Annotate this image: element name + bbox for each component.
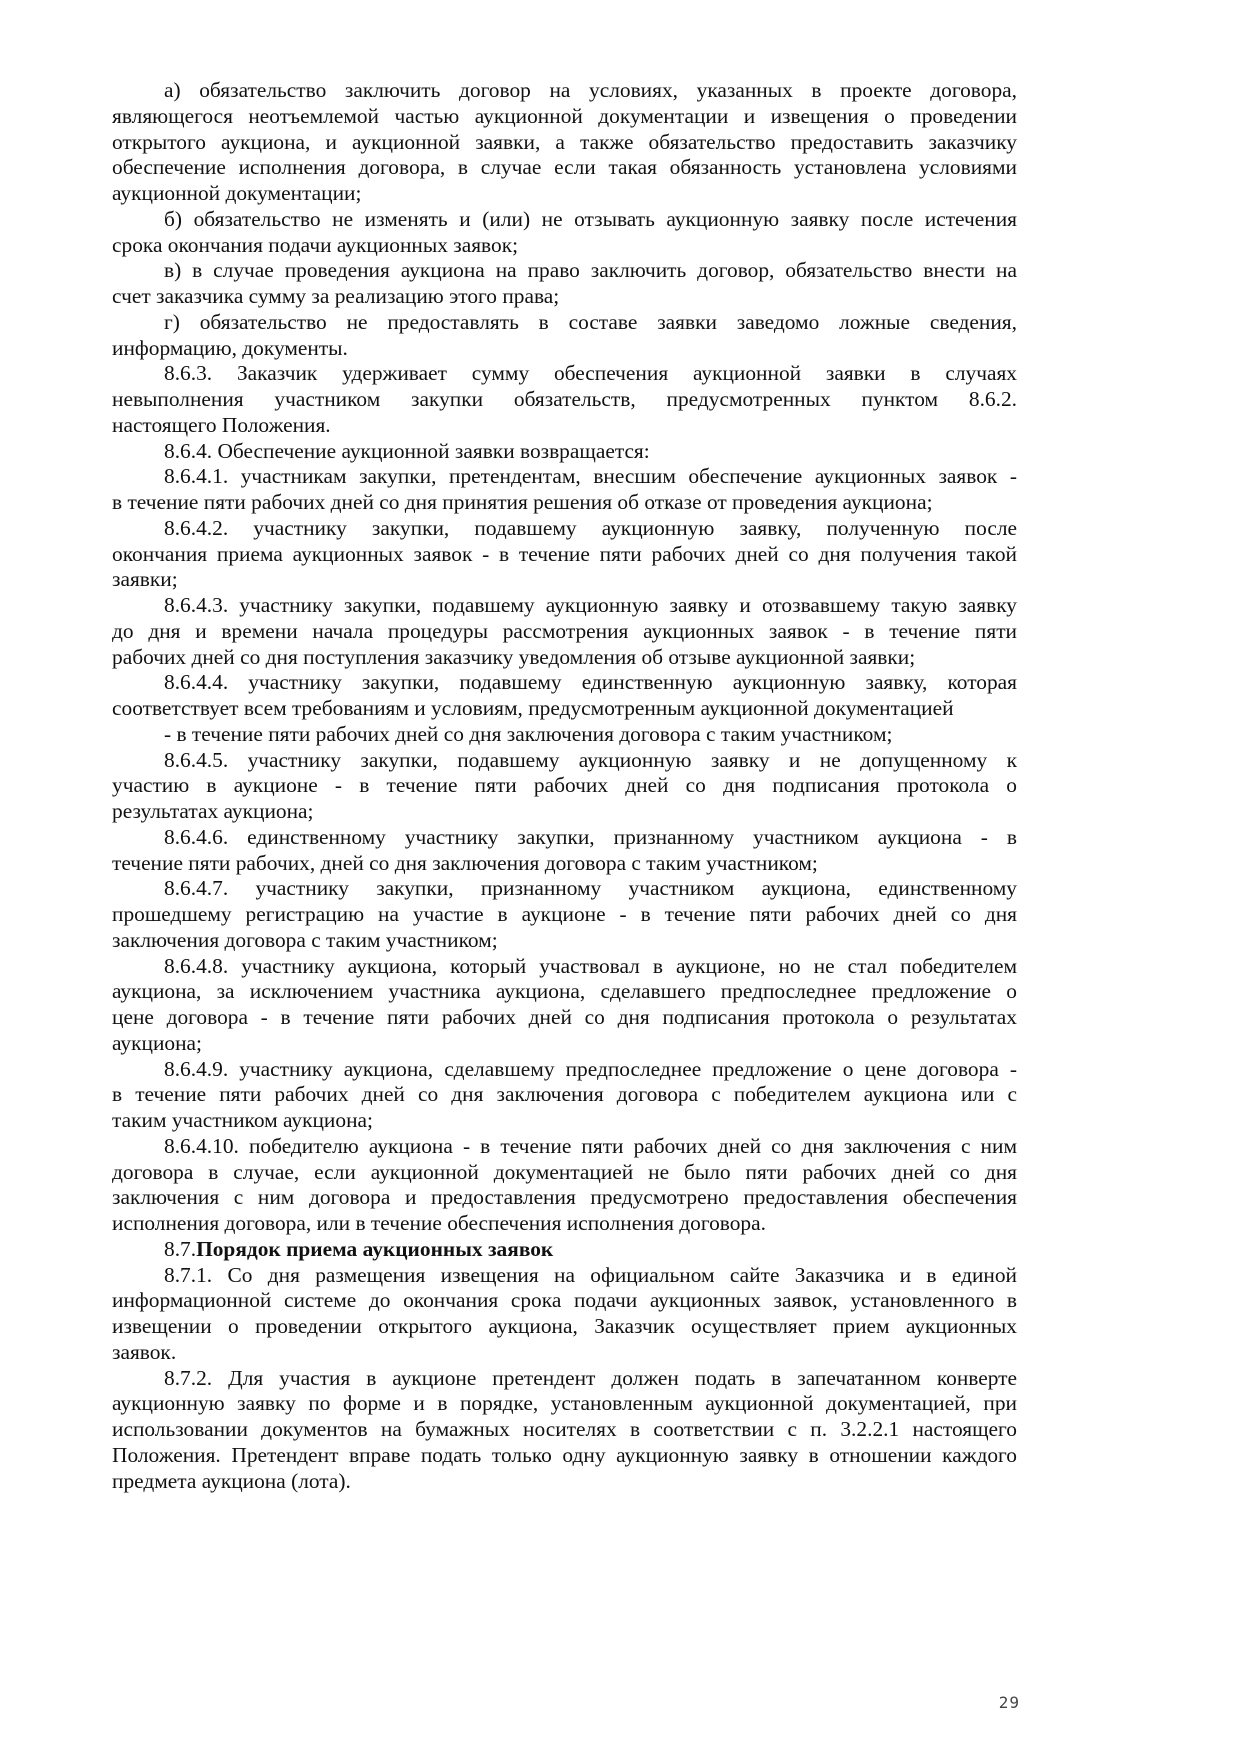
paragraph <box>112 876 1017 953</box>
section-heading-number: 8.7. <box>164 1236 197 1261</box>
paragraphs-block <box>112 78 1017 1237</box>
paragraph-line: - в течение пяти рабочих дней со дня заключения договора с таким участником; <box>164 721 893 746</box>
paragraph-line: 8.6.4.10. победителю аукциона - в течение пяти рабочих дней со дня заключения с ним <box>164 1133 1017 1158</box>
section-paragraphs-block <box>112 1263 1017 1495</box>
paragraph-line: 8.6.3. Заказчик удерживает сумму обеспечения аукционной заявки в случаях <box>164 361 1017 386</box>
paragraph <box>112 1134 1017 1237</box>
paragraph-line: заключения с ним договора и предоставления предусмотрено предоставления обеспечения <box>112 1185 1017 1210</box>
paragraph-line: г) обязательство не предоставлять в составе заявки заведомо ложные сведения, <box>164 309 1017 334</box>
paragraph-line: а) обязательство заключить договор на условиях, указанных в проекте договора, <box>164 78 1017 102</box>
paragraph-line: аукциона; <box>112 1030 202 1055</box>
paragraph-line: 8.6.4.7. участнику закупки, признанному участником аукциона, единственному <box>164 876 1017 901</box>
paragraph-line: б) обязательство не изменять и (или) не отзывать аукционную заявку после истечения <box>164 206 1017 231</box>
paragraph-line: 8.6.4.2. участнику закупки, подавшему аукционную заявку, полученную после <box>164 515 1017 540</box>
paragraph-line: 8.6.4.1. участникам закупки, претендентам, внесшим обеспечение аукционных заявок - <box>164 464 1017 489</box>
paragraph <box>112 748 1017 825</box>
paragraph <box>112 361 1017 438</box>
paragraph-line: течение пяти рабочих, дней со дня заключения договора с таким участником; <box>112 850 818 875</box>
paragraph-line: окончания приема аукционных заявок - в течение пяти рабочих дней со дня получения такой <box>112 541 1017 566</box>
paragraph <box>112 310 1017 362</box>
paragraph-line: являющегося неотъемлемой частью аукционной документации и извещения о проведении <box>112 103 1017 128</box>
paragraph-line: аукциона, за исключением участника аукциона, сделавшего предпоследнее предложение о <box>112 979 1017 1004</box>
paragraph-line: исполнения договора, или в течение обеспечения исполнения договора. <box>112 1211 766 1235</box>
paragraph-line: таким участником аукциона; <box>112 1108 373 1132</box>
section-heading <box>112 1237 1017 1263</box>
paragraph-line: 8.6.4.5. участнику закупки, подавшему аукционную заявку и не допущенному к <box>164 747 1017 772</box>
paragraph-line: до дня и времени начала процедуры рассмотрения аукционных заявок - в течение пяти <box>112 618 1017 643</box>
paragraph-line: цене договора - в течение пяти рабочих дней со дня подписания протокола о результатах <box>112 1005 1017 1029</box>
paragraph-line: договора в случае, если аукционной документацией не было пяти рабочих дней со дня <box>112 1159 1017 1184</box>
paragraph <box>112 954 1017 1057</box>
paragraph <box>112 207 1017 259</box>
paragraph <box>112 1263 1017 1366</box>
paragraph-line: аукционной документации; <box>112 181 362 205</box>
paragraph-line: невыполнения участником закупки обязательств, предусмотренных пунктом 8.6.2. <box>112 387 1017 411</box>
paragraph <box>112 439 1017 465</box>
paragraph-line: 8.6.4.9. участнику аукциона, сделавшему предпоследнее предложение о цене договора - <box>164 1056 1017 1081</box>
paragraph-line: счет заказчика сумму за реализацию этого права; <box>112 284 560 308</box>
paragraph-line: 8.6.4.3. участнику закупки, подавшему аукционную заявку и отозвавшему такую заявку <box>164 593 1017 617</box>
paragraph <box>112 825 1017 877</box>
paragraph-line: предмета аукциона (лота). <box>112 1468 351 1493</box>
paragraph <box>112 593 1017 670</box>
paragraph <box>112 1057 1017 1134</box>
paragraph-line: в течение пяти рабочих дней со дня заключения договора с победителем аукциона или с <box>112 1082 1017 1107</box>
paragraph <box>112 1366 1017 1495</box>
paragraph-line: 8.6.4.8. участнику аукциона, который участвовал в аукционе, но не стал победителем <box>164 953 1017 978</box>
paragraph-line: результатах аукциона; <box>112 799 314 823</box>
paragraph-line: обеспечение исполнения договора, в случае если такая обязанность установлена условиями <box>112 155 1017 180</box>
paragraph-line: информационной системе до окончания срока подачи аукционных заявок, установленного в <box>112 1288 1017 1313</box>
paragraph-line: Положения. Претендент вправе подать только одну аукционную заявку в отношении каждого <box>112 1442 1017 1467</box>
paragraph <box>112 516 1017 593</box>
paragraph-line: участию в аукционе - в течение пяти рабочих дней со дня подписания протокола о <box>112 773 1017 798</box>
page-number: 29 <box>998 1693 1020 1712</box>
paragraph-line: 8.6.4. Обеспечение аукционной заявки возвращается: <box>164 438 650 463</box>
section-heading-title: Порядок приема аукционных заявок <box>196 1236 554 1261</box>
paragraph-line: заявки; <box>112 567 178 592</box>
paragraph-line: 8.7.1. Со дня размещения извещения на официальном сайте Заказчика и в единой <box>164 1262 1017 1287</box>
paragraph-line: 8.6.4.6. единственному участнику закупки, признанному участником аукциона - в <box>164 824 1017 849</box>
document-page <box>112 78 1017 1494</box>
paragraph-line: прошедшему регистрацию на участие в аукционе - в течение пяти рабочих дней со дня <box>112 902 1017 926</box>
paragraph <box>112 258 1017 310</box>
paragraph <box>112 78 1017 207</box>
paragraph-line: использовании документов на бумажных носителях в соответствии с п. 3.2.2.1 настоящего <box>112 1417 1017 1441</box>
paragraph <box>112 464 1017 516</box>
paragraph-line: извещении о проведении открытого аукциона, Заказчик осуществляет прием аукционных <box>112 1314 1017 1338</box>
paragraph-line: срока окончания подачи аукционных заявок; <box>112 232 519 257</box>
paragraph <box>112 670 1017 722</box>
paragraph-line: соответствует всем требованиям и условиям, предусмотренным аукционной документацией <box>112 696 954 720</box>
paragraph-line: в течение пяти рабочих дней со дня принятия решения об отказе от проведения аукциона; <box>112 490 933 514</box>
paragraph <box>112 722 1017 748</box>
paragraph-line: 8.6.4.4. участнику закупки, подавшему единственную аукционную заявку, которая <box>164 670 1017 695</box>
paragraph-line: аукционную заявку по форме и в порядке, установленным аукционной документацией, при <box>112 1391 1017 1416</box>
paragraph-line: в) в случае проведения аукциона на право заключить договор, обязательство внести на <box>164 258 1017 283</box>
paragraph-line: открытого аукциона, и аукционной заявки, а также обязательство предоставить заказчику <box>112 129 1017 154</box>
paragraph-line: рабочих дней со дня поступления заказчику уведомления об отзыве аукционной заявки; <box>112 644 916 669</box>
paragraph-line: заключения договора с таким участником; <box>112 927 498 952</box>
paragraph-line: заявок. <box>112 1339 177 1364</box>
paragraph-line: настоящего Положения. <box>112 412 331 437</box>
paragraph-line: 8.7.2. Для участия в аукционе претендент должен подать в запечатанном конверте <box>164 1365 1017 1390</box>
paragraph-line: информацию, документы. <box>112 335 348 360</box>
